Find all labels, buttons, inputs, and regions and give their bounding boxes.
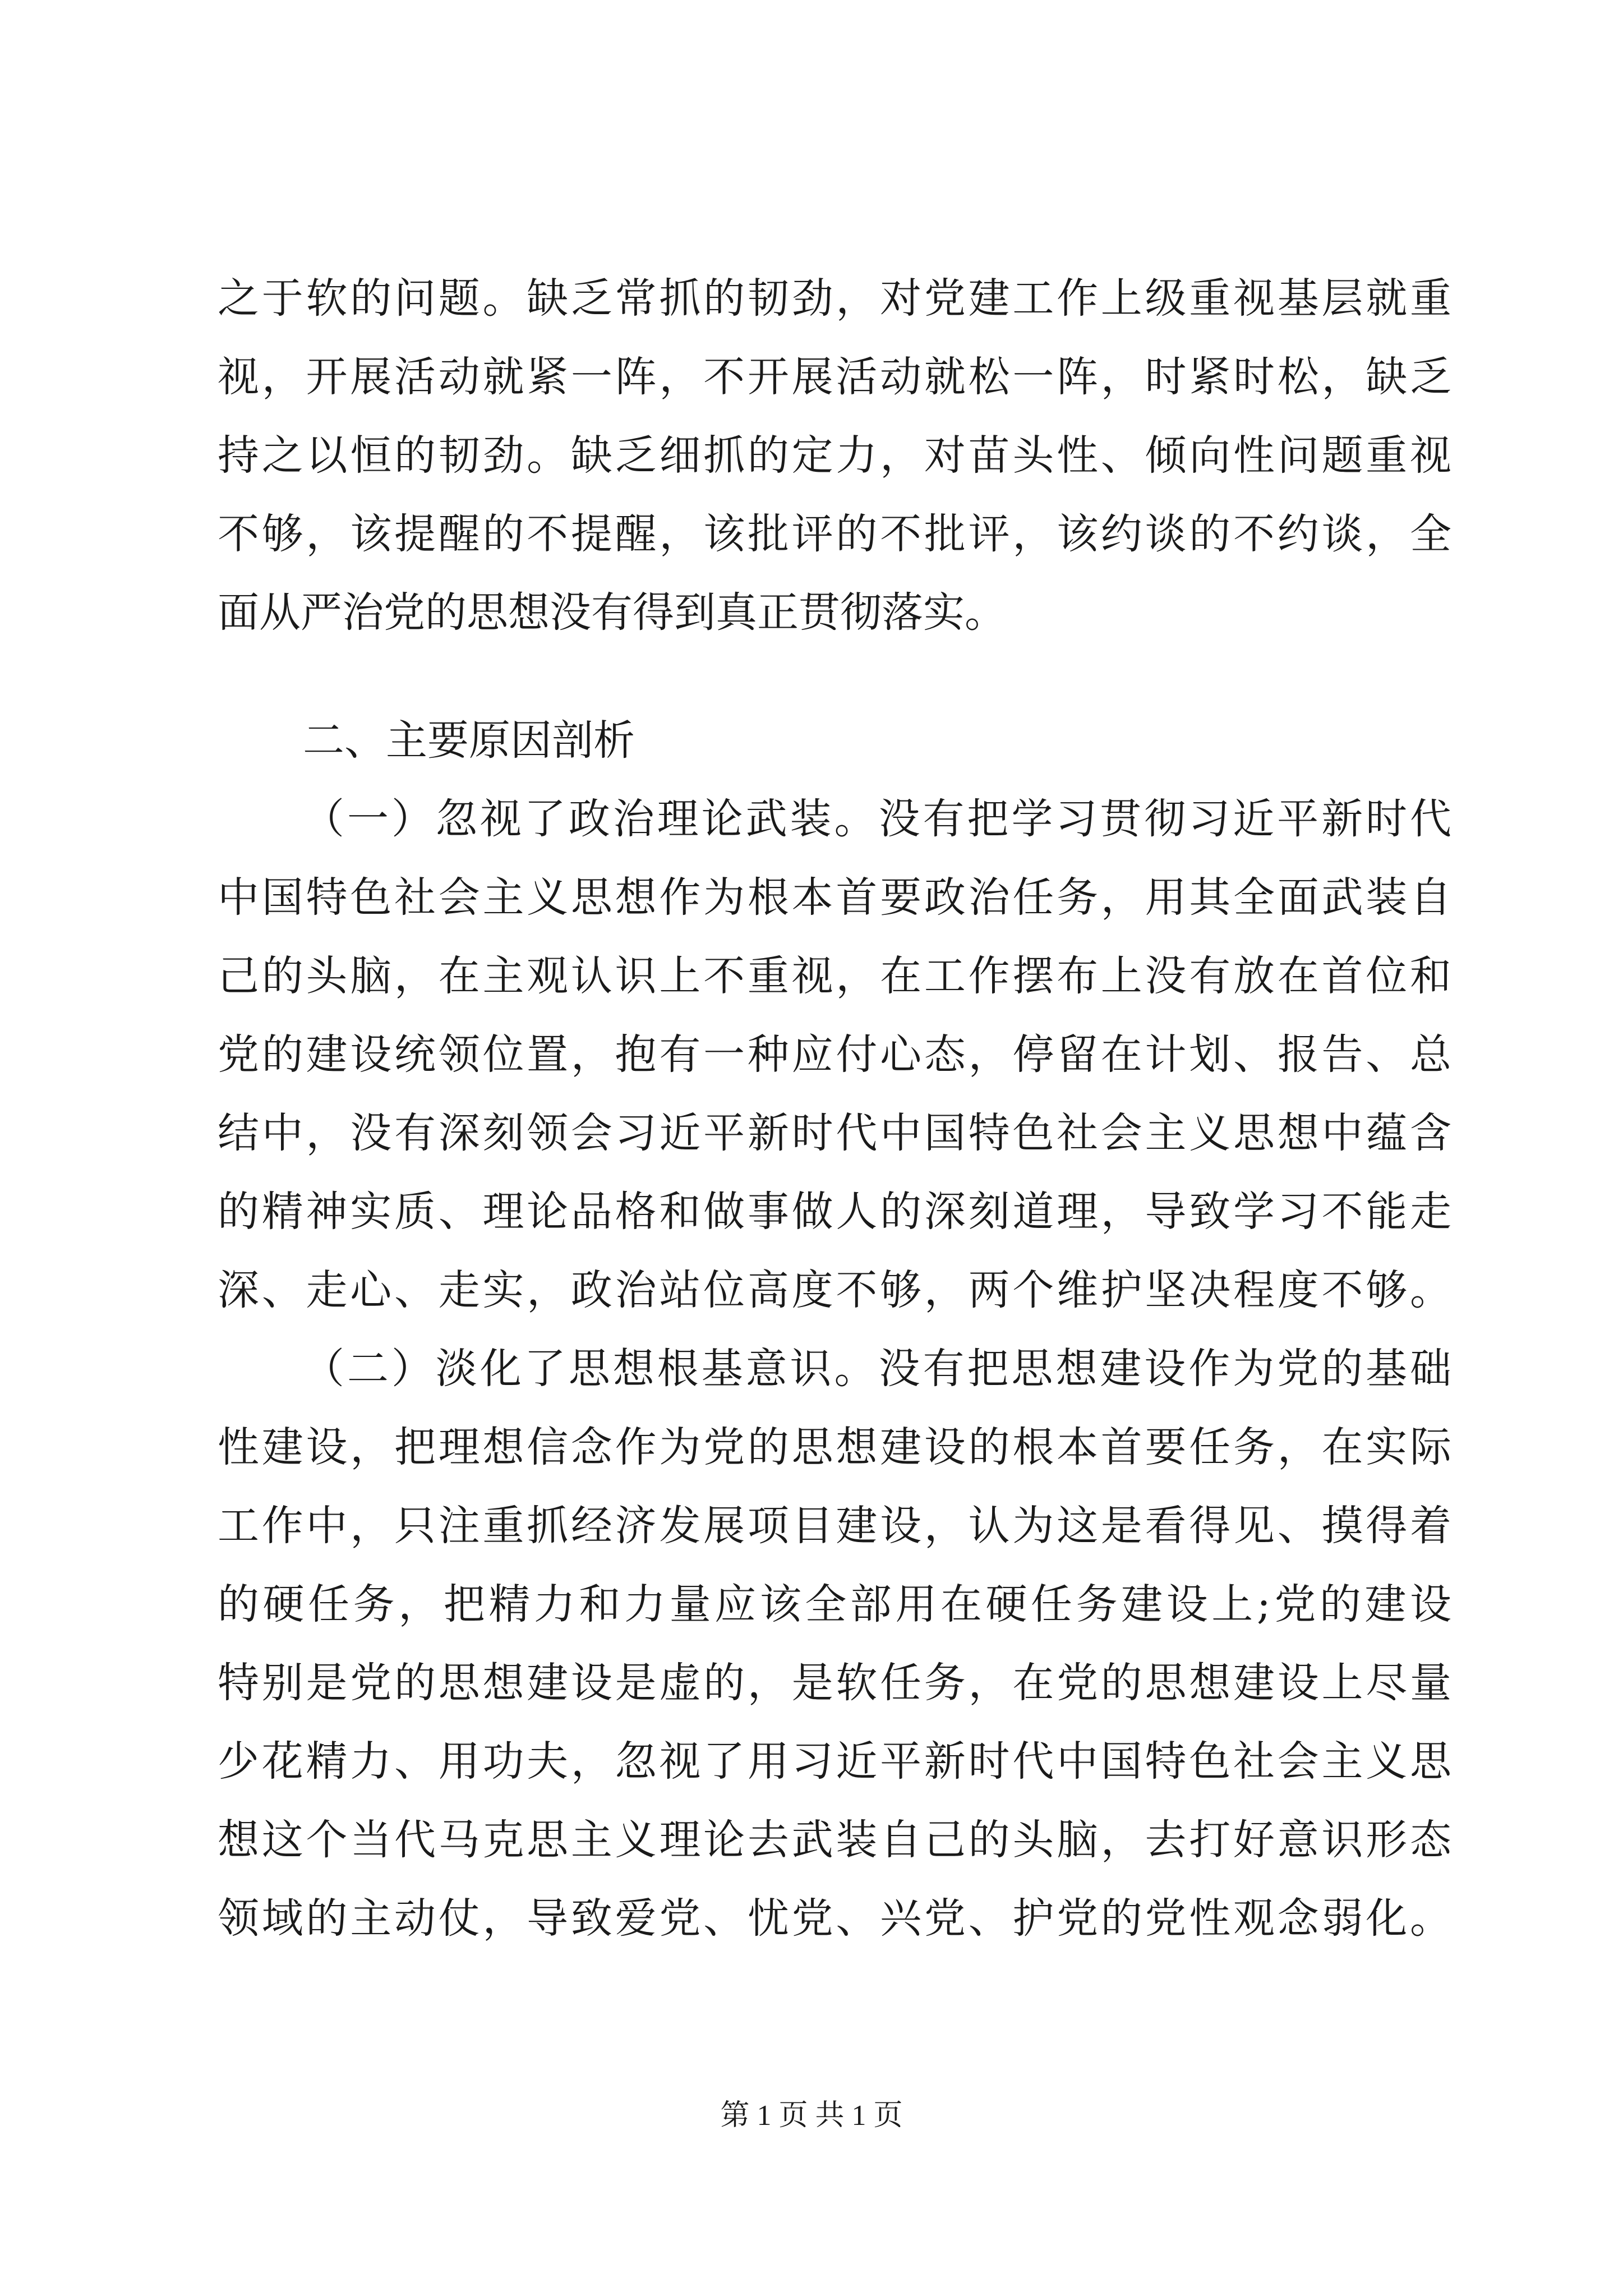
body-text-line: 持之以恒的韧劲。缺乏细抓的定力，对苗头性、倾向性问题重视	[218, 431, 1451, 480]
body-text-line: 的精神实质、理论品格和做事做人的深刻道理，导致学习不能走	[218, 1188, 1451, 1236]
body-text-line: 面从严治党的思想没有得到真正贯彻落实。	[218, 588, 1006, 637]
body-text-line: 想这个当代马克思主义理论去武装自己的头脑，去打好意识形态	[218, 1816, 1451, 1864]
body-text-line: 不够，该提醒的不提醒，该批评的不批评，该约谈的不约谈，全	[218, 510, 1451, 558]
page-footer: 第 1 页 共 1 页	[720, 2100, 903, 2132]
paragraph-first-line: （二）淡化了思想根基意识。没有把思想建设作为党的基础	[303, 1345, 1451, 1393]
body-text-line: 党的建设统领位置，抱有一种应付心态，停留在计划、报告、总	[218, 1030, 1451, 1079]
body-text-line: 性建设，把理想信念作为党的思想建设的根本首要任务，在实际	[218, 1423, 1451, 1471]
section-heading: 二、主要原因剖析	[303, 716, 635, 765]
body-text-line: 结中，没有深刻领会习近平新时代中国特色社会主义思想中蕴含	[218, 1109, 1451, 1157]
body-text-line: 中国特色社会主义思想作为根本首要政治任务，用其全面武装自	[218, 873, 1451, 922]
body-text-line: 之于软的问题。缺乏常抓的韧劲，对党建工作上级重视基层就重	[218, 274, 1451, 323]
body-text-line: 特别是党的思想建设是虚的，是软任务，在党的思想建设上尽量	[218, 1659, 1451, 1707]
body-text-line: 深、走心、走实，政治站位高度不够，两个维护坚决程度不够。	[218, 1266, 1451, 1314]
body-text-line: 领域的主动仗，导致爱党、忧党、兴党、护党的党性观念弱化。	[218, 1894, 1451, 1943]
body-text-line: 己的头脑，在主观认识上不重视，在工作摆布上没有放在首位和	[218, 952, 1451, 1000]
body-text-line: 的硬任务，把精力和力量应该全部用在硬任务建设上;党的建设	[218, 1580, 1451, 1628]
paragraph-first-line: （一）忽视了政治理论武装。没有把学习贯彻习近平新时代	[303, 795, 1451, 843]
body-text-line: 视，开展活动就紧一阵，不开展活动就松一阵，时紧时松，缺乏	[218, 353, 1451, 401]
body-text-line: 工作中，只注重抓经济发展项目建设，认为这是看得见、摸得着	[218, 1502, 1451, 1550]
body-text-line: 少花精力、用功夫，忽视了用习近平新时代中国特色社会主义思	[218, 1737, 1451, 1786]
